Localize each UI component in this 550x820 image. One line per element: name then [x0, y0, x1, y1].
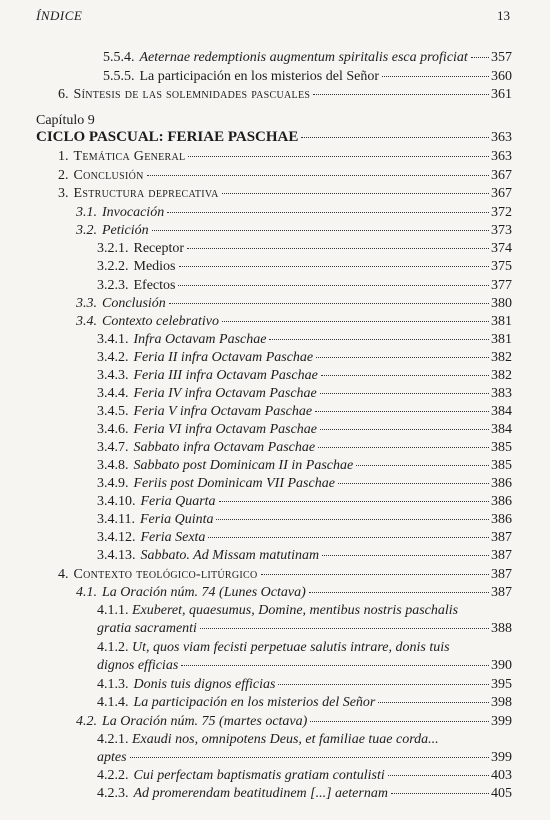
- toc-page-number: 386: [491, 476, 512, 491]
- toc-entry-continuation: dignos efficias 390: [97, 658, 512, 673]
- toc-page-number: 388: [491, 621, 512, 636]
- toc-entry: 3.4. Contexto celebrativo 381: [76, 314, 512, 329]
- toc-page-number: 377: [491, 278, 512, 293]
- toc-page-number: 395: [491, 677, 512, 692]
- toc-entry: 3.4.4. Feria IV infra Octavam Paschae 383: [97, 386, 512, 401]
- chapter-label: Capítulo 9: [36, 113, 95, 128]
- toc-page-number: 363: [491, 149, 512, 164]
- toc-entry: 3.4.1. Infra Octavam Paschae 381: [97, 332, 512, 347]
- toc-page-number: 387: [491, 585, 512, 600]
- toc-page-number: 360: [491, 69, 512, 84]
- toc-page-number: 398: [491, 695, 512, 710]
- toc-page-number: 367: [491, 186, 512, 201]
- toc-page-number: 382: [491, 350, 512, 365]
- toc-page-number: 374: [491, 241, 512, 256]
- toc-page-number: 403: [491, 768, 512, 783]
- toc-entry: 6. Síntesis de las solemnidades pascuales 361: [58, 87, 512, 102]
- toc-entry: 3.4.8. Sabbato post Dominicam II in Paschae 385: [97, 458, 512, 473]
- toc-entry: 3.4.2. Feria II infra Octavam Paschae 382: [97, 350, 512, 365]
- toc-page-number: 372: [491, 205, 512, 220]
- toc-entry: 4.2.3. Ad promerendam beatitudinem [...] aeternam 405: [97, 786, 512, 801]
- toc-page-number: 363: [491, 130, 512, 145]
- toc-entry: 4.1. La Oración núm. 74 (Lunes Octava) 387: [76, 585, 512, 600]
- toc-entry: 3.4.3. Feria III infra Octavam Paschae 382: [97, 368, 512, 383]
- toc-page-number: 373: [491, 223, 512, 238]
- page-number: 13: [497, 8, 510, 23]
- toc-page-number: 390: [491, 658, 512, 673]
- toc-page-number: 382: [491, 368, 512, 383]
- toc-entry: 3.4.7. Sabbato infra Octavam Paschae 385: [97, 440, 512, 455]
- toc-entry: 3.4.10. Feria Quarta 386: [97, 494, 512, 509]
- toc-entry: 4.1.4. La participación en los misterios del Señor 398: [97, 695, 512, 710]
- toc-entry: 4.2. La Oración núm. 75 (martes octava) 399: [76, 714, 512, 729]
- toc-page-number: 386: [491, 512, 512, 527]
- toc-entry: 3.1. Invocación 372: [76, 205, 512, 220]
- toc-page-number: 405: [491, 786, 512, 801]
- toc-page-number: 387: [491, 548, 512, 563]
- toc-page-number: 385: [491, 440, 512, 455]
- toc-page-number: 361: [491, 87, 512, 102]
- toc-entry: 3.2. Petición 373: [76, 223, 512, 238]
- toc-page-number: 386: [491, 494, 512, 509]
- toc-page-number: 357: [491, 50, 512, 65]
- toc-entry: 3.2.3. Efectos 377: [97, 278, 512, 293]
- toc-entry: 3.4.6. Feria VI infra Octavam Paschae 384: [97, 422, 512, 437]
- toc-page-number: 387: [491, 530, 512, 545]
- toc-page-number: 381: [491, 314, 512, 329]
- toc-page-number: 383: [491, 386, 512, 401]
- toc-entry: 5.5.5. La participación en los misterios del Señor 360: [103, 69, 512, 84]
- chapter-title-entry: CICLO PASCUAL: FERIAE PASCHAE 363: [36, 129, 512, 145]
- toc-entry: 4.1.3. Donis tuis dignos efficias 395: [97, 677, 512, 692]
- toc-entry-continuation: aptes 399: [97, 750, 512, 765]
- toc-entry: 4. Contexto teológico-litúrgico 387: [58, 567, 512, 582]
- toc-entry: 3.4.13. Sabbato. Ad Missam matutinam 387: [97, 548, 512, 563]
- toc-entry: 3. Estructura deprecativa 367: [58, 186, 512, 201]
- toc-page-number: 384: [491, 404, 512, 419]
- toc-page-number: 399: [491, 750, 512, 765]
- toc-entry: 4.2.2. Cui perfectam baptismatis gratiam contulisti 403: [97, 768, 512, 783]
- toc-entry: 3.2.2. Medios 375: [97, 259, 512, 274]
- toc-entry-continuation: gratia sacramenti 388: [97, 621, 512, 636]
- running-header-title: ÍNDICE: [36, 8, 83, 23]
- toc-entry: 3.4.12. Feria Sexta 387: [97, 530, 512, 545]
- toc-entry: 3.4.5. Feria V infra Octavam Paschae 384: [97, 404, 512, 419]
- toc-entry-first-line: 4.2.1. Exaudi nos, omnipotens Deus, et familiae tuae corda...: [97, 732, 439, 747]
- toc-entry: 1. Temática General 363: [58, 149, 512, 164]
- toc-page-number: 381: [491, 332, 512, 347]
- toc-page-number: 399: [491, 714, 512, 729]
- toc-entry: 5.5.4. Aeternae redemptionis augmentum spiritalis esca proficiat 357: [103, 50, 512, 65]
- toc-entry: 3.3. Conclusión 380: [76, 296, 512, 311]
- toc-entry: 3.4.11. Feria Quinta 386: [97, 512, 512, 527]
- toc-entry: 3.4.9. Feriis post Dominicam VII Paschae 386: [97, 476, 512, 491]
- toc-entry-first-line: 4.1.2. Ut, quos viam fecisti perpetuae salutis intrare, donis tuis: [97, 640, 450, 655]
- toc-page-number: 387: [491, 567, 512, 582]
- toc-entry: 3.2.1. Receptor 374: [97, 241, 512, 256]
- toc-page-number: 367: [491, 168, 512, 183]
- toc-page-number: 384: [491, 422, 512, 437]
- toc-page-number: 385: [491, 458, 512, 473]
- toc-page-number: 375: [491, 259, 512, 274]
- toc-entry-first-line: 4.1.1. Exuberet, quaesumus, Domine, mentibus nostris paschalis: [97, 603, 459, 618]
- toc-entry: 2. Conclusión 367: [58, 168, 512, 183]
- toc-page-number: 380: [491, 296, 512, 311]
